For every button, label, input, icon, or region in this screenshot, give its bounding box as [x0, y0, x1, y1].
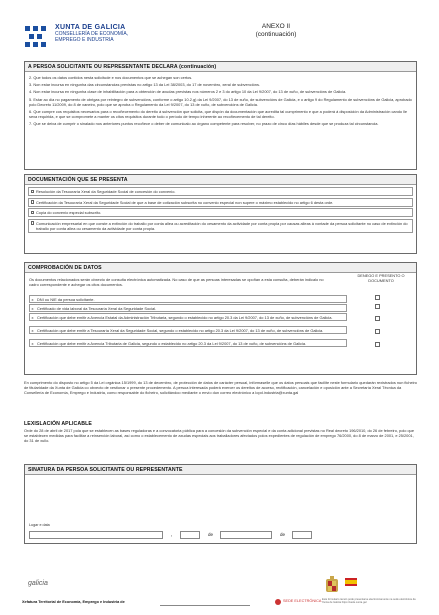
verification-section: [24, 262, 417, 375]
documentation-checkbox[interactable]: [31, 221, 35, 225]
signature-section: [24, 464, 417, 544]
deny-checkbox[interactable]: [375, 316, 380, 321]
declaration-item: 3. Non estar incursa en ningunha das circunstancias previstas no artigo 13 da Lei 38/2003, do 17 de novembro, xeral de subvencións.: [29, 82, 260, 88]
verification-mark: x: [31, 340, 34, 346]
verification-mark: x: [31, 327, 34, 333]
deny-checkbox[interactable]: [375, 304, 380, 309]
documentation-row: [28, 208, 413, 217]
verification-row: [29, 304, 347, 312]
declaration-section: [24, 61, 417, 170]
declaration-item: 2. Que todos os datos contidos nesta solicitude e nos documentos que se achegan son certos.: [29, 75, 193, 80]
deny-checkbox[interactable]: [375, 329, 380, 334]
sede-icon: [275, 599, 281, 605]
documentation-row: [28, 198, 413, 207]
verification-label: Certificación que debe emitir a Axencia Estatal da Administración Tributaria, segundo o establecido no artigo 20.3 da Lei 9/2007, do 13 de xuño, de subvencións de Galicia.: [37, 314, 333, 320]
legislation-section: [24, 420, 417, 450]
documentation-row: [28, 187, 413, 196]
verification-label: Certificación que debe emitir a Tesouraría Xeral da Seguridade Social, segundo o establecido no artigo 20.3 da Lei 9/2007, do 13 de xuño, de subvencións de Galicia.: [37, 327, 324, 333]
documentation-checkbox[interactable]: [31, 200, 35, 204]
documentation-checkbox[interactable]: [31, 211, 35, 215]
footer-note: Este formulario tamén pode presentarse electronicamente na sede electrónica da Xunta de Galicia https://sede.xunta.gal: [322, 598, 416, 605]
annex-subtitle: (continuación): [255, 31, 297, 38]
year-input[interactable]: [292, 531, 312, 539]
signature-title: SINATURA DA PERSOA SOLICITANTE OU REPRESENTANTE: [25, 465, 416, 475]
data-protection-notice: En cumprimento do disposto no artigo 5 da Lei orgánica 15/1999, do 13 de decembro, de protección de datos de carácter persoal, infórmaselle que os datos persoais que facilite neste formulario quedarán rexistrados nun ficheiro de titularidade da Xunta de Galicia co obxecto de xestionar o presente procedemento. A persoa interesada poderá exercer os dereitos de acceso, rectificación, cancelación e oposición ante a Secretaría Xeral Técnica da Consellería de Economía, Emprego e Industria, como responsable do ficheiro, solicitándoo mediante o envío dun correo electrónico a lopd.industria@xunta.gal: [24, 380, 417, 395]
deny-checkbox[interactable]: [375, 295, 380, 300]
documentation-section: [24, 174, 417, 254]
day-input[interactable]: [180, 531, 200, 539]
verification-label: Certificación que debe emitir a Axencia Tributaria de Galicia, segundo o establecido no artigo 20.3 da Lei 9/2007, do 13 de xuño, de subvencións de Galicia.: [37, 340, 307, 346]
verification-mark: x: [31, 305, 34, 311]
legislation-title: LEXISLACIÓN APLICABLE: [24, 421, 92, 427]
coat-of-arms-icon: [323, 575, 341, 595]
flag-icon: [345, 578, 357, 586]
documentation-label: Copia do convenio especial subscrito.: [36, 210, 102, 215]
place-date-label: Lugar e data: [29, 523, 50, 527]
verification-row: [29, 313, 347, 321]
declaration-item: 6. Que cumpre cos requisitos necesarios para o recoñecemento do dereito á subvención que solicita, que dispón da documentación que acredita tal cumprimento e que a poderá á disposición da Administración cando lle sexa requirida, e que se compromete a manter os citos requisitos durante todo o período de tempo inherente ao recoñecemento de tal dereito.: [29, 108, 408, 119]
documentation-checkbox[interactable]: [31, 190, 35, 194]
brand-line-1: CONSELLERÍA DE ECONOMÍA,: [55, 31, 129, 37]
verification-mark: x: [31, 314, 34, 320]
galicia-logo: galicia: [28, 580, 48, 587]
verification-label: Certificado de vida laboral da Tesouraría Xeral da Seguridade Social.: [37, 305, 157, 311]
footer-office-label: Xefatura Territorial de Economía, Emprego e Industria de: [22, 600, 125, 604]
documentation-label: Comunicación empresarial en que conste a extinción do traballo por conta allea ou acreditación do cesamento da actividade por conta propia por causas alleas á vontade da persoa solicitante no caso de extinción do traballo por conta allea ou cesamento da actividade por conta propia.: [36, 220, 408, 231]
office-input[interactable]: [160, 605, 250, 606]
annex-title: ANEXO II: [261, 23, 291, 30]
documentation-row: [28, 219, 413, 233]
deny-checkbox[interactable]: [375, 342, 380, 347]
verification-title: COMPROBACIÓN DE DATOS: [25, 263, 416, 273]
annex-heading: [246, 23, 306, 39]
xunta-logo-icon: [21, 22, 51, 52]
brand-block: [55, 24, 128, 43]
de-label: de: [280, 532, 286, 537]
declaration-title: A PERSOA SOLICITANTE OU REPRESENTANTE DECLARA (continuación): [25, 62, 416, 72]
month-input[interactable]: [220, 531, 272, 539]
brand-line-2: EMPREGO E INDUSTRIA: [55, 37, 114, 43]
documentation-title: DOCUMENTACIÓN QUE SE PRESENTA: [25, 175, 416, 185]
de-label: de: [208, 532, 214, 537]
documentation-label: Certificación da Tesouraría Xeral da Seguridade Social de que a base de cotización subscrita no convenio especial non supere o máximo establecido no artigo 6 desta orde.: [36, 199, 334, 205]
verification-row: [29, 326, 347, 334]
verification-row: [29, 295, 347, 303]
declaration-list: [25, 72, 416, 130]
documentation-list: [25, 185, 416, 236]
legislation-text: Orde do 28 de abril de 2017 pola que se establecen as bases reguladoras e a convocatoria pública para a concesión da subvención especial e da conta adicional previstas no Real decreto 196/2010, do 26 de febreiro, polo que se establecen medidas para facilitar a reinserción laboral, así como o establecemento de axudas especiais aos traballadores afectados polos expedientes de regulación de emprego 76/2000, do 8 de marzo de 2001, e 25/2001, do 31 de xullo.: [24, 428, 414, 443]
place-input[interactable]: [29, 531, 163, 539]
verification-label: DNI ou NIE da persoa solicitante.: [37, 296, 95, 302]
verification-column-header: DENEGO E PRESENTO O DOCUMENTO: [357, 273, 405, 283]
verification-row: [29, 339, 347, 347]
declaration-item: 5. Estar ao día no pagamento de obrigas por reintegro de subvencións, conforme o artigo 10.2.g) da Lei 9/2007, do 13 de xuño, de subvencións de Galicia, e o artigo 9 do Regulamento de subvencións de Galicia, aprobado polo Decreto 11/2009, do 8 de xaneiro, polo que se aproba o Regulamento da Lei 9/2007, do 13 de xuño, de subvencións de Galicia.: [29, 96, 412, 107]
verification-intro: Os documentos relacionados serán obxecto de consulta electrónica automatizada. No caso de que as persoas interesadas se opoñan a esta consulta, deberán indicalo no cadro correspondente e achegar os citos documentos.: [29, 277, 324, 287]
documentation-label: Resolución da Tesouraría Xeral da Seguridade Social de concesión do convenio.: [36, 189, 176, 194]
sede-label: SEDE ELECTRÓNICA: [283, 599, 322, 603]
brand-name: XUNTA DE GALICIA: [55, 24, 126, 31]
comma-separator: ,: [171, 532, 173, 538]
declaration-item: 7. Que se deixa de cumprir o sinalado nos anteriores puntos recoñece o deber de comunicalo ao órgano competente para resolver, no prazo de cinco días hábiles desde que se produza tal circunstancia.: [29, 120, 379, 126]
verification-mark: x: [31, 296, 34, 302]
declaration-item: 4. Non estar incursa en ningunha clase de inhabilitación para a obtención de axudas previstas nos números 2 e 3 do artigo 10 da Lei 9/2007, do 13 de xuño, de subvencións de Galicia.: [29, 89, 347, 95]
